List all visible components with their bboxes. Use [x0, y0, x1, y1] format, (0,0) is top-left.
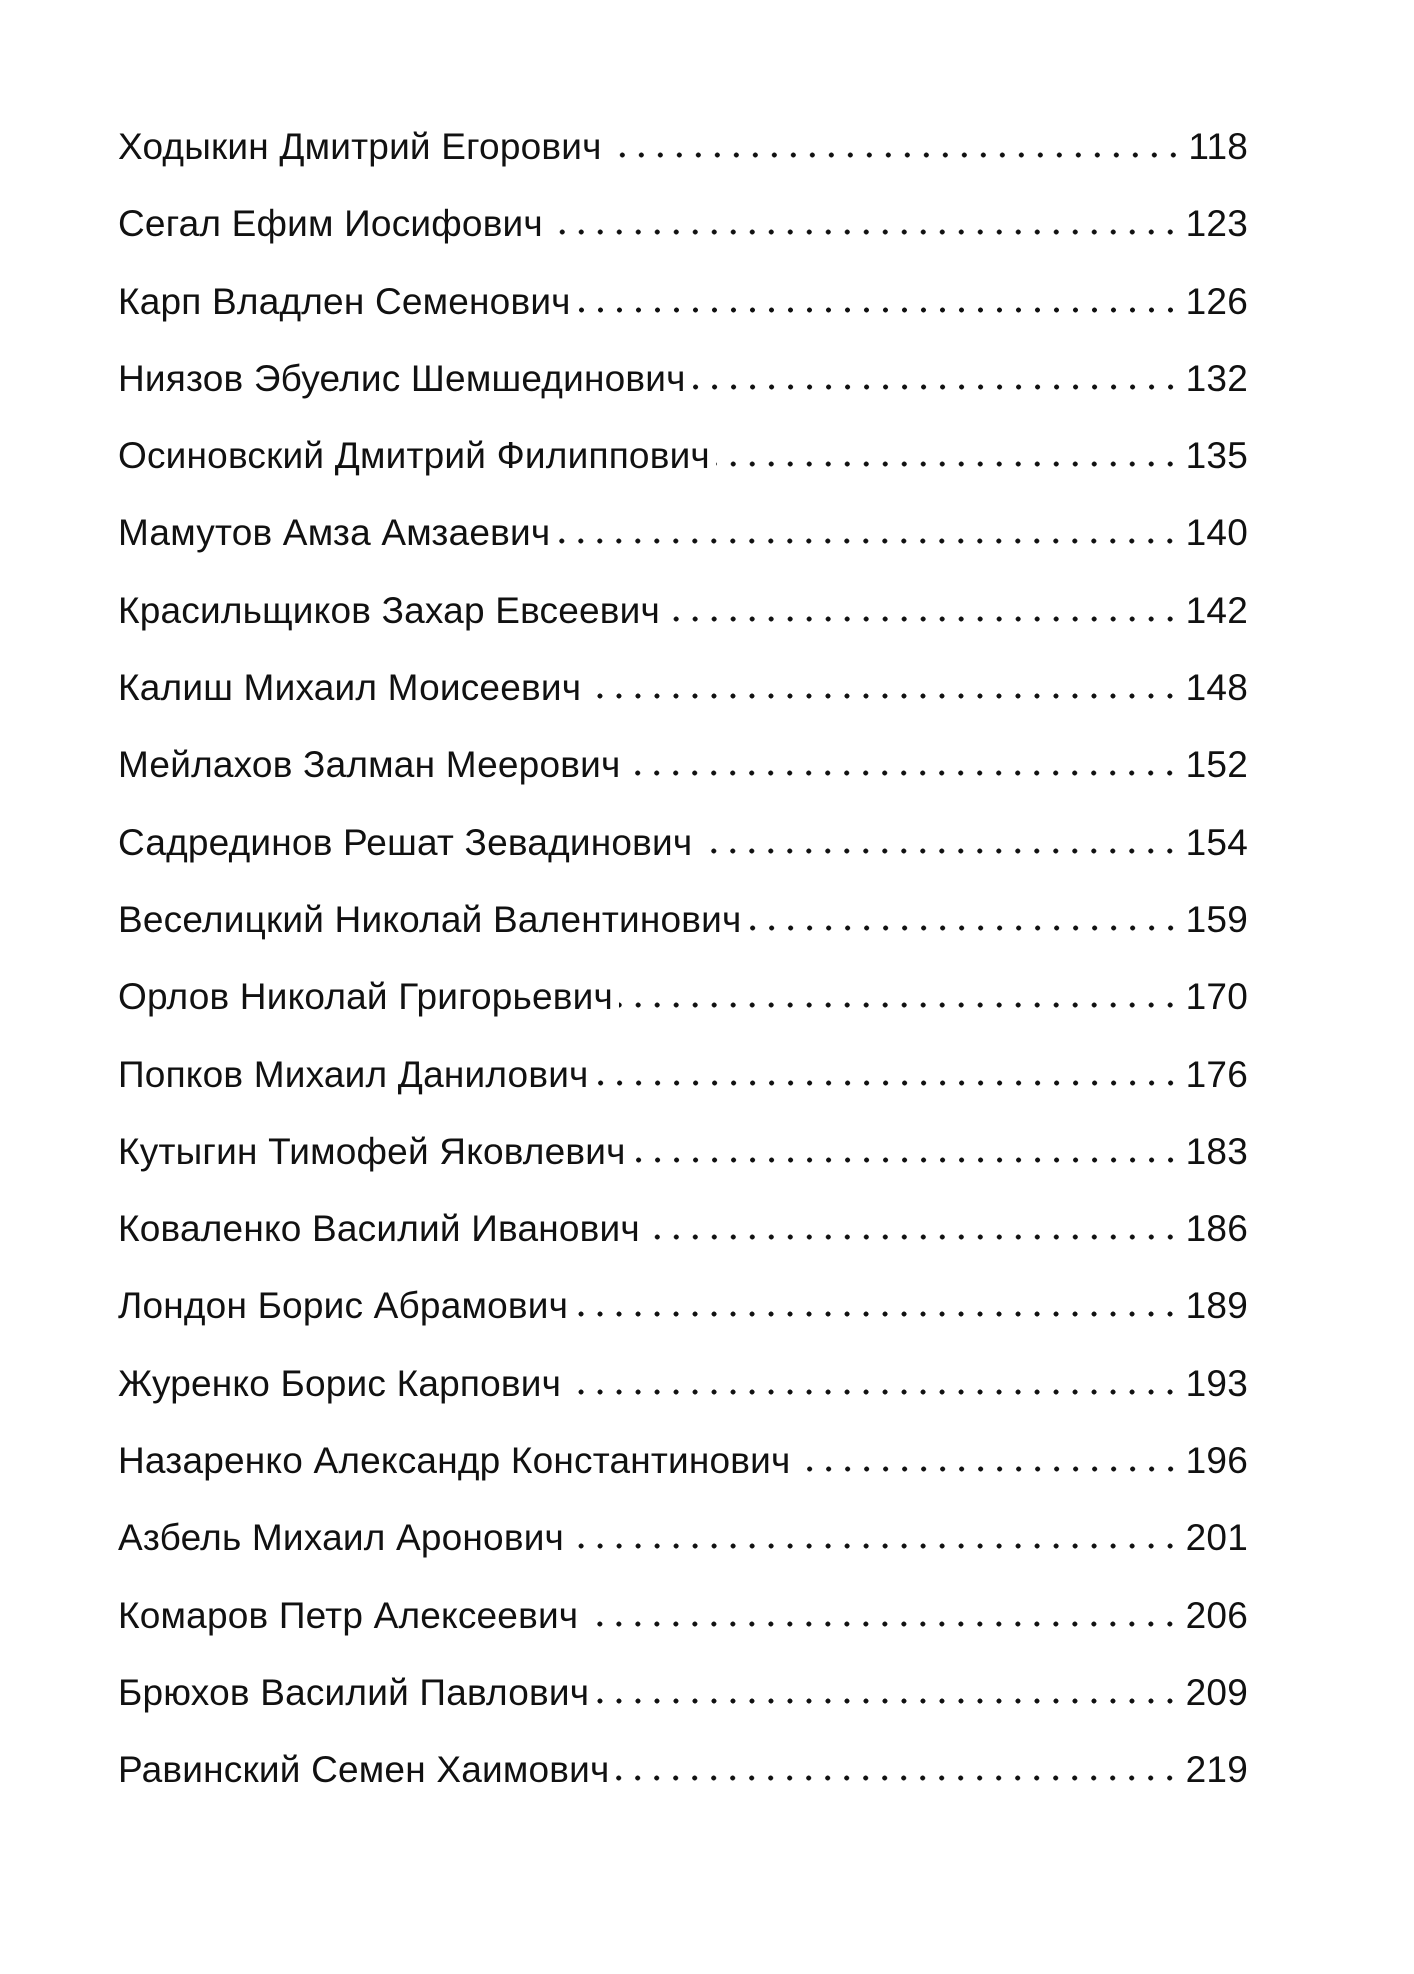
toc-entry-page: 152: [1185, 744, 1248, 786]
toc-entry: [118, 978, 1248, 1055]
toc-entry-name: Брюхов Василий Павлович: [118, 1671, 590, 1713]
toc-entry-name: Мамутов Амза Амзаевич: [118, 512, 551, 554]
toc-dot-leader: [595, 1698, 1179, 1704]
toc-dot-leader: [577, 307, 1180, 313]
toc-entry: [118, 357, 1248, 437]
toc-dot-leader: [584, 1621, 1179, 1627]
toc-entry: [118, 514, 1248, 591]
toc-entry-name: Карп Владлен Семенович: [118, 280, 571, 322]
toc-entry: [118, 1362, 1248, 1442]
toc-entry-name: Назаренко Александр Константинович: [118, 1440, 791, 1482]
toc-dot-leader: [567, 1389, 1180, 1395]
toc-entry-name: Осиновский Дмитрий Филиппович: [118, 435, 710, 477]
toc-entry-name: Сегал Ефим Иосифович: [118, 203, 543, 245]
toc-dot-leader: [595, 1080, 1180, 1086]
toc-entry-name: Равинский Семен Хаимович: [118, 1749, 610, 1791]
toc-entry-name: Садрединов Решат Зевадинович: [118, 821, 693, 863]
toc-dot-leader: [608, 152, 1183, 158]
toc-entry-page: 186: [1185, 1208, 1248, 1250]
toc-entry-page: 159: [1185, 898, 1248, 940]
toc-dot-leader: [556, 538, 1179, 544]
toc-entry-page: 118: [1188, 126, 1248, 167]
toc-entry-page: 142: [1185, 589, 1248, 631]
toc-dot-leader: [626, 770, 1179, 776]
toc-entry: [118, 128, 1248, 205]
toc-dot-leader: [692, 384, 1180, 390]
toc-entry-page: 201: [1185, 1517, 1248, 1559]
toc-entry-page: 196: [1185, 1440, 1248, 1482]
toc-entry: [118, 1442, 1248, 1519]
toc-dot-leader: [574, 1311, 1180, 1317]
toc-entry-page: 154: [1185, 821, 1248, 863]
toc-entry-name: Калиш Михаил Моисеевич: [118, 667, 582, 709]
toc-entry: [118, 1751, 1248, 1828]
toc-entry-name: Попков Михаил Данилович: [118, 1053, 589, 1095]
toc-dot-leader: [615, 1775, 1179, 1781]
toc-entry-name: Веселицкий Николай Валентинович: [118, 898, 742, 940]
toc-dot-leader: [797, 1466, 1180, 1472]
toc-entry-page: 132: [1185, 357, 1248, 399]
toc-entry: [118, 746, 1248, 823]
toc-entry-name: Азбель Михаил Аронович: [118, 1517, 565, 1559]
toc-entry-page: 140: [1185, 512, 1248, 554]
toc-entry-page: 219: [1185, 1749, 1248, 1791]
toc-dot-leader: [748, 925, 1180, 931]
toc-entry-page: 206: [1185, 1594, 1248, 1636]
table-of-contents: [118, 128, 1248, 1829]
toc-entry: [118, 1053, 1248, 1133]
toc-entry-name: Красильщиков Захар Евсеевич: [118, 589, 660, 631]
toc-entry: [118, 1671, 1248, 1751]
toc-entry-page: 126: [1185, 280, 1248, 322]
toc-dot-leader: [698, 848, 1179, 854]
toc-entry-page: 189: [1185, 1285, 1248, 1327]
toc-entry: [118, 1130, 1248, 1210]
toc-entry-page: 135: [1185, 435, 1248, 477]
toc-dot-leader: [587, 693, 1179, 699]
toc-entry-name: Лондон Борис Абрамович: [118, 1285, 569, 1327]
toc-entry-name: Мейлахов Залман Меерович: [118, 744, 621, 786]
toc-entry: [118, 821, 1248, 901]
toc-entry-name: Журенко Борис Карпович: [118, 1362, 562, 1404]
toc-dot-leader: [619, 1002, 1180, 1008]
toc-entry-name: Комаров Петр Алексеевич: [118, 1594, 579, 1636]
toc-entry: [118, 280, 1248, 360]
toc-dot-leader: [549, 229, 1180, 235]
toc-dot-leader: [646, 1234, 1180, 1240]
toc-entry-page: 148: [1185, 667, 1248, 709]
toc-dot-leader: [570, 1543, 1180, 1549]
toc-dot-leader: [716, 461, 1180, 467]
toc-dot-leader: [632, 1157, 1180, 1163]
toc-entry-page: 209: [1185, 1671, 1248, 1713]
toc-dot-leader: [666, 616, 1180, 622]
toc-entry: [118, 1519, 1248, 1596]
toc-entry-page: 170: [1185, 976, 1248, 1018]
toc-entry-page: 123: [1185, 203, 1248, 245]
toc-entry-name: Кутыгин Тимофей Яковлевич: [118, 1130, 626, 1172]
toc-entry-name: Орлов Николай Григорьевич: [118, 976, 613, 1018]
toc-entry: [118, 1287, 1248, 1364]
toc-entry: [118, 898, 1248, 978]
toc-entry: [118, 1210, 1248, 1287]
toc-entry-page: 193: [1185, 1362, 1248, 1404]
toc-entry: [118, 437, 1248, 514]
toc-entry-page: 183: [1185, 1130, 1248, 1172]
toc-entry: [118, 669, 1248, 746]
toc-entry-name: Коваленко Василий Иванович: [118, 1208, 640, 1250]
toc-entry: [118, 589, 1248, 669]
toc-entry-name: Ниязов Эбуелис Шемшединович: [118, 357, 686, 399]
toc-entry: [118, 1594, 1248, 1674]
toc-entry-page: 176: [1185, 1053, 1248, 1095]
toc-entry-name: Ходыкин Дмитрий Егорович: [118, 126, 602, 167]
toc-entry: [118, 205, 1248, 282]
